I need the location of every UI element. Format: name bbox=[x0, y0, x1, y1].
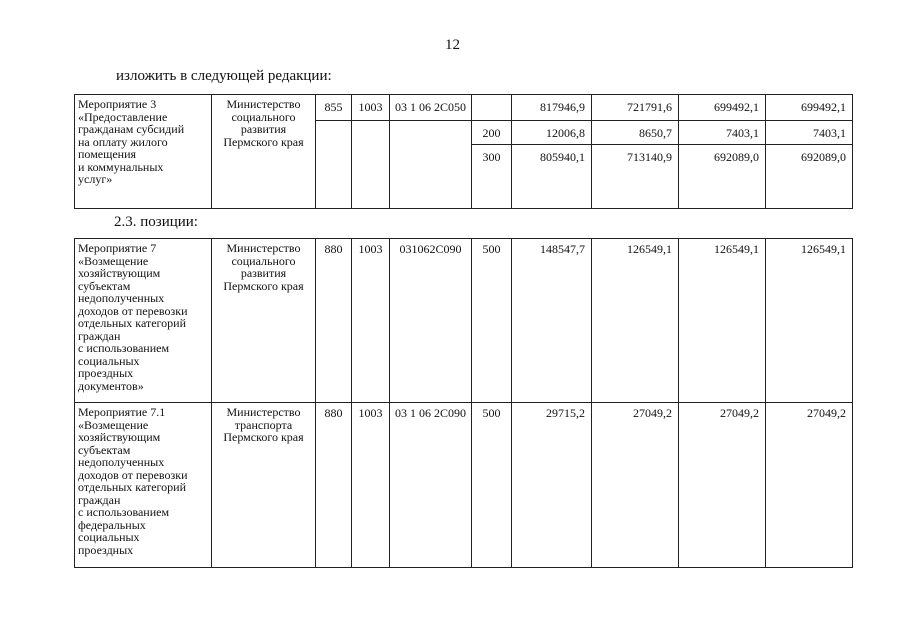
intro-text: изложить в следующей редакции: bbox=[116, 68, 332, 84]
event-name-cell: Мероприятие 7 «Возмещение хозяйствующим субъектам недополученных доходов от перевозки отдельных категорий граждан с использованием социальных проездных документов» bbox=[75, 239, 212, 403]
grbs-code-cell: 880 bbox=[316, 403, 352, 568]
target-article-cell: 03 1 06 2С050 bbox=[390, 95, 472, 121]
amount-cell: 7403,1 bbox=[766, 121, 853, 145]
grbs-code-cell: 855 bbox=[316, 95, 352, 121]
expense-type-cell: 300 bbox=[472, 145, 512, 209]
amount-cell: 126549,1 bbox=[766, 239, 853, 403]
section-code-cell: 1003 bbox=[352, 403, 390, 568]
table-row bbox=[75, 403, 853, 568]
page-number: 12 bbox=[445, 37, 460, 53]
amount-cell: 699492,1 bbox=[679, 95, 766, 121]
event-name-cell: Мероприятие 3 «Предоставление гражданам субсидий на оплату жилого помещения и коммунальных услуг» bbox=[75, 95, 212, 209]
amount-cell: 126549,1 bbox=[592, 239, 679, 403]
amount-cell: 12006,8 bbox=[512, 121, 592, 145]
target-article-cell: 031062С090 bbox=[390, 239, 472, 403]
table-row bbox=[75, 239, 853, 403]
amount-cell: 27049,2 bbox=[766, 403, 853, 568]
amount-cell: 27049,2 bbox=[592, 403, 679, 568]
amount-cell: 692089,0 bbox=[766, 145, 853, 209]
agency-cell: Министерство транспорта Пермского края bbox=[212, 403, 316, 568]
expense-type-cell: 200 bbox=[472, 121, 512, 145]
budget-table-new-edition bbox=[74, 94, 853, 209]
amount-cell: 721791,6 bbox=[592, 95, 679, 121]
agency-cell: Министерство социального развития Пермского края bbox=[212, 95, 316, 209]
amount-cell: 805940,1 bbox=[512, 145, 592, 209]
target-article-cell bbox=[390, 121, 472, 209]
table-row bbox=[75, 95, 853, 121]
section-code-cell: 1003 bbox=[352, 95, 390, 121]
grbs-code-cell: 880 bbox=[316, 239, 352, 403]
section-code-cell: 1003 bbox=[352, 239, 390, 403]
expense-type-cell: 500 bbox=[472, 239, 512, 403]
amount-cell: 692089,0 bbox=[679, 145, 766, 209]
amount-cell: 817946,9 bbox=[512, 95, 592, 121]
section-heading: 2.3. позиции: bbox=[114, 214, 198, 230]
amount-cell: 148547,7 bbox=[512, 239, 592, 403]
amount-cell: 713140,9 bbox=[592, 145, 679, 209]
expense-type-cell bbox=[472, 95, 512, 121]
grbs-code-cell bbox=[316, 121, 352, 209]
amount-cell: 7403,1 bbox=[679, 121, 766, 145]
amount-cell: 126549,1 bbox=[679, 239, 766, 403]
agency-cell: Министерство социального развития Пермского края bbox=[212, 239, 316, 403]
amount-cell: 29715,2 bbox=[512, 403, 592, 568]
amount-cell: 699492,1 bbox=[766, 95, 853, 121]
target-article-cell: 03 1 06 2С090 bbox=[390, 403, 472, 568]
section-code-cell bbox=[352, 121, 390, 209]
budget-table-positions bbox=[74, 238, 853, 568]
amount-cell: 8650,7 bbox=[592, 121, 679, 145]
expense-type-cell: 500 bbox=[472, 403, 512, 568]
event-name-cell: Мероприятие 7.1 «Возмещение хозяйствующим субъектам недополученных доходов от перевозки отдельных категорий граждан с использованием федеральных социальных проездных bbox=[75, 403, 212, 568]
amount-cell: 27049,2 bbox=[679, 403, 766, 568]
